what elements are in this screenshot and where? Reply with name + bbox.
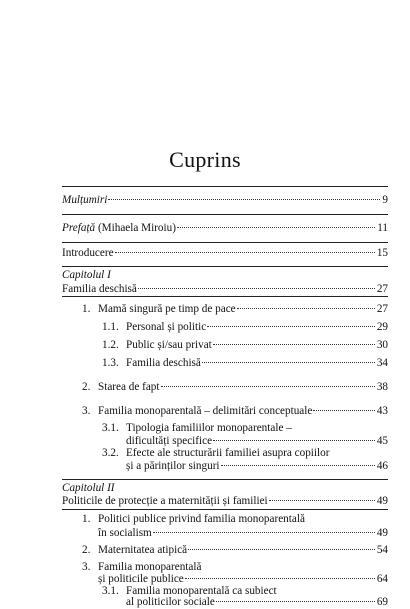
dot-leader (161, 386, 375, 387)
page-number: 54 (376, 544, 388, 556)
toc-entry-introducere (62, 247, 388, 260)
rule (62, 266, 388, 267)
section-text: Personal și politic (126, 321, 207, 333)
dot-leader (115, 252, 375, 253)
page-number: 46 (376, 460, 388, 472)
toc-entry-prefata (62, 222, 388, 235)
dot-leader (188, 549, 375, 550)
toc-entry (82, 544, 388, 557)
rule (62, 479, 388, 480)
page-number: 45 (376, 435, 388, 447)
page-number: 34 (376, 357, 388, 369)
page-number: 29 (376, 321, 388, 333)
toc-entry-label (82, 303, 236, 316)
toc-entry-label (82, 544, 187, 557)
toc-entry-line1 (82, 513, 388, 526)
toc-entry-label: și a părinților singuri (126, 460, 220, 472)
dot-leader (177, 227, 375, 228)
toc-entry-label: Familia deschisă (62, 283, 137, 295)
top-rule (62, 186, 388, 187)
dot-leader (207, 326, 375, 327)
section-text: Familia monoparentală ca subiect (126, 585, 277, 597)
section-text: Familia deschisă (126, 357, 201, 369)
section-text: Familia monoparentală (98, 561, 202, 573)
dot-leader (237, 308, 375, 309)
dot-leader (202, 362, 375, 363)
page-number: 69 (376, 596, 388, 608)
toc-entry-label: Introducere (62, 247, 114, 259)
section-number: 3.1. (102, 585, 119, 597)
section-text: Tipologia familiilor monoparentale – (126, 422, 292, 434)
dot-leader (153, 532, 375, 533)
dot-leader (221, 465, 375, 466)
section-number: 2. (82, 381, 91, 393)
page-title: Cuprins (169, 147, 241, 172)
dot-leader (138, 288, 375, 289)
page-number: 27 (376, 303, 388, 315)
page-number: 64 (376, 573, 388, 585)
toc-entry-label: Politicile de protecție a maternității și familiei (62, 495, 268, 507)
section-text: Mamă singură pe timp de pace (98, 303, 236, 315)
section-text: Efecte ale structurării familiei asupra copiilor (126, 447, 330, 459)
toc-entry-label-italic: Prefață (62, 222, 96, 234)
page-number: 38 (376, 381, 388, 393)
section-number: 1.3. (102, 357, 119, 369)
toc-entry (126, 596, 388, 609)
rule (62, 214, 388, 215)
section-number: 3. (82, 405, 91, 417)
page-number: 43 (376, 405, 388, 417)
toc-entry (98, 527, 388, 540)
dot-leader (185, 578, 375, 579)
section-number: 1.2. (102, 339, 119, 351)
toc-entry (82, 405, 388, 418)
toc-entry-label: dificultăți specifice (126, 435, 213, 447)
toc-entry (82, 303, 388, 316)
dot-leader (213, 344, 375, 345)
page-number: 15 (376, 247, 388, 259)
page-number: 11 (377, 222, 388, 234)
toc-entry-label: în socialism (98, 527, 152, 539)
toc-chapter-title (62, 495, 388, 508)
toc-chapter-title (62, 283, 388, 296)
toc-entry (102, 357, 388, 370)
section-number: 3.1. (102, 422, 119, 434)
toc-entry-line1 (102, 422, 388, 435)
toc-entry-multumiri (62, 194, 388, 207)
chapter-label: Capitolul II (62, 482, 115, 494)
toc-entry-label: Mulțumiri (62, 194, 108, 206)
page-number: 30 (376, 339, 388, 351)
toc-entry-label (102, 357, 201, 370)
page-number: 49 (376, 527, 388, 539)
toc-entry-label (62, 222, 176, 235)
section-text: Politici publice privind familia monoparentală (98, 513, 305, 525)
dot-leader (108, 199, 380, 200)
rule (62, 296, 388, 297)
page-number: 49 (376, 495, 388, 507)
toc-entry-line1 (102, 447, 388, 460)
toc-entry (82, 381, 388, 394)
section-text: Familia monoparentală – delimitări conceptuale (98, 405, 313, 417)
section-number: 1. (82, 303, 91, 315)
toc-entry (102, 321, 388, 334)
page-number: 27 (376, 283, 388, 295)
rule (62, 242, 388, 243)
toc-entry-label: al politicilor sociale (126, 596, 215, 608)
toc-entry-label: și politicile publice (98, 573, 184, 585)
page-number: 9 (382, 194, 388, 206)
toc-entry (102, 339, 388, 352)
dot-leader (313, 410, 374, 411)
section-text: Maternitatea atipică (98, 544, 188, 556)
dot-leader (269, 500, 375, 501)
section-text: Starea de fapt (98, 381, 160, 393)
section-number: 1.1. (102, 321, 119, 333)
toc-entry-label-rest: (Mihaela Miroiu) (95, 222, 176, 234)
section-number: 3.2. (102, 447, 119, 459)
toc-entry-label (82, 405, 312, 418)
section-number: 1. (82, 513, 91, 525)
section-number: 2. (82, 544, 91, 556)
toc-entry (126, 460, 388, 473)
toc-entry-label (102, 321, 206, 334)
chapter-label: Capitolul I (62, 269, 111, 281)
dot-leader (216, 601, 375, 602)
rule (62, 509, 388, 510)
section-number: 3. (82, 561, 91, 573)
toc-entry-label (102, 339, 212, 352)
section-text: Public și/sau privat (126, 339, 212, 351)
dot-leader (213, 440, 375, 441)
toc-entry-label (82, 381, 160, 394)
